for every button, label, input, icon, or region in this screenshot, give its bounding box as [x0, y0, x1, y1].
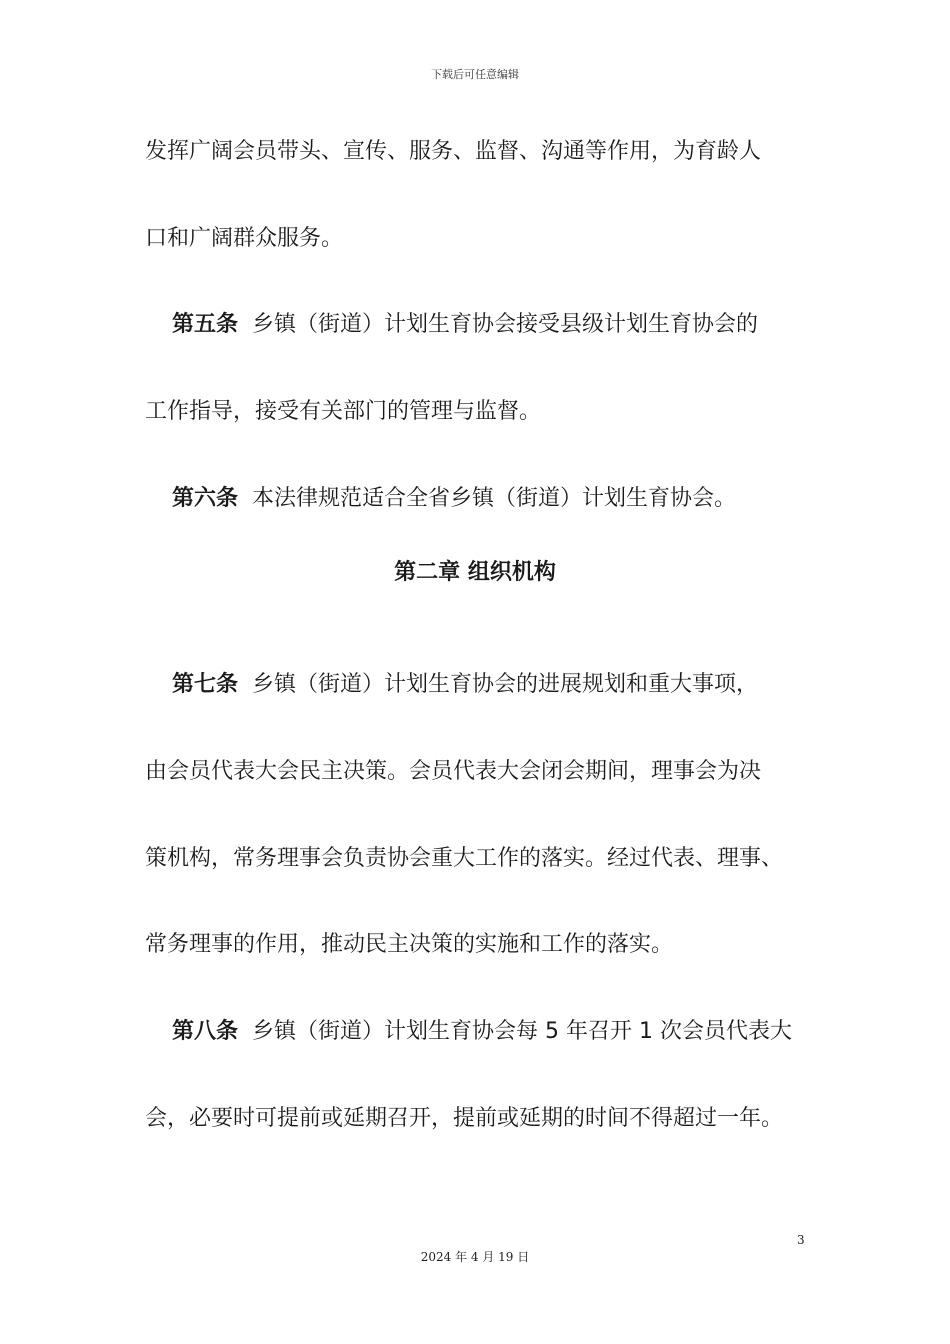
- footer-date: 2024 年 4 月 19 日: [420, 1250, 530, 1264]
- article-7-line: [172, 670, 758, 700]
- page-number: 3: [797, 1233, 805, 1247]
- article-6-text: 本法律规范适合全省乡镇（街道）计划生育协会。: [252, 486, 737, 511]
- article-8-label: 第八条: [172, 1019, 239, 1044]
- paragraph-line: 常务理事的作用，推动民主决策的实施和工作的落实。: [145, 932, 674, 957]
- article-6-label: 第六条: [172, 486, 239, 511]
- article-8-line: [172, 1017, 792, 1047]
- article-8-text: 乡镇（街道）计划生育协会每 5 年召开 1 次会员代表大: [252, 1019, 792, 1044]
- paragraph-line: 由会员代表大会民主决策。会员代表大会闭会期间，理事会为决: [145, 759, 762, 784]
- article-5-line: [172, 310, 758, 340]
- paragraph-line: 发挥广阔会员带头、宣传、服务、监督、沟通等作用，为育龄人: [145, 139, 762, 164]
- page-header: 下载后可任意编辑: [431, 68, 519, 81]
- paragraph-line: 口和广阔群众服务。: [145, 226, 344, 251]
- article-7-label: 第七条: [172, 672, 239, 697]
- paragraph-line: 会，必要时可提前或延期召开，提前或延期的时间不得超过一年。: [145, 1106, 784, 1131]
- article-6-line: [172, 484, 736, 514]
- paragraph-line: 策机构，常务理事会负责协会重大工作的落实。经过代表、理事、: [145, 846, 784, 871]
- article-5-label: 第五条: [172, 312, 239, 337]
- article-7-text: 乡镇（街道）计划生育协会的进展规划和重大事项，: [252, 672, 759, 697]
- paragraph-line: 工作指导，接受有关部门的管理与监督。: [145, 399, 542, 424]
- article-5-text: 乡镇（街道）计划生育协会接受县级计划生育协会的: [252, 312, 759, 337]
- chapter-title: 第二章 组织机构: [394, 560, 556, 585]
